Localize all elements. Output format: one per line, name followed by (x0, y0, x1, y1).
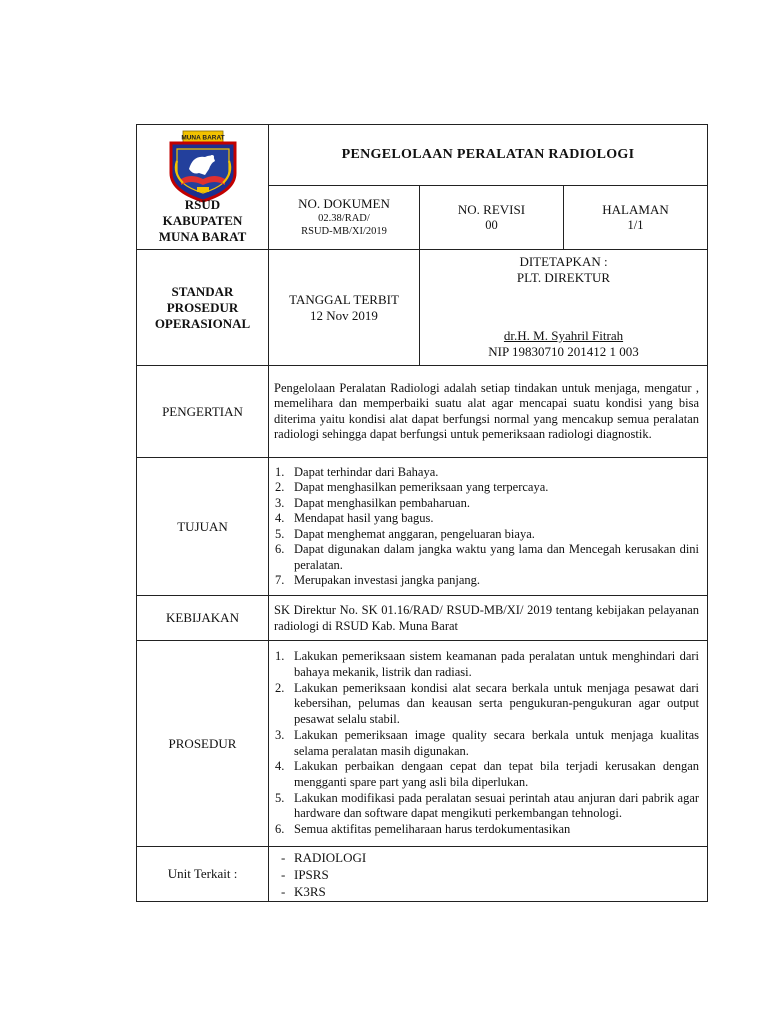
no-revisi-cell (420, 185, 564, 249)
no-revisi-value: 00 (485, 218, 498, 233)
prosedur-cell (269, 641, 708, 847)
institution-cell (137, 125, 269, 250)
list-item: 1. Lakukan pemeriksaan sistem keamanan pada peralatan untuk menghindari dari bahaya mekanik, listrik dan radiasi. (275, 649, 700, 679)
jabatan: PLT. DIREKTUR (516, 270, 611, 285)
signatory-nip: NIP 19830710 201412 1 003 (488, 344, 639, 359)
kebijakan-text: SK Direktur No. SK 01.16/RAD/ RSUD-MB/XI/ 2019 tentang kebijakan pelayanan radiologi di RSUD Kab. Muna Barat (269, 596, 708, 641)
sop-label-cell (137, 250, 269, 366)
list-item: 5. Dapat menghemat anggaran, pengeluaran biaya. (275, 526, 535, 541)
document-title: PENGELOLAAN PERALATAN RADIOLOGI (269, 125, 708, 186)
halaman-value: 1/1 (627, 218, 644, 233)
tujuan-cell (269, 458, 708, 596)
list-item: - IPSRS (281, 866, 329, 882)
muna-barat-logo (163, 129, 243, 203)
list-item: 5. Lakukan modifikasi pada peralatan sesuai perintah atau anjuran dari pabrik agar hardware dan software dapat mengikuti perkembangan tehnologi. (275, 790, 700, 821)
kebijakan-label: KEBIJAKAN (137, 596, 269, 641)
unit-terkait-list (269, 849, 707, 900)
ditetapkan-label: DITETAPKAN : (519, 254, 608, 269)
list-item: 2. Lakukan pemeriksaan kondisi alat secara berkala untuk menjaga pesawat dari kebersihan, pelumas dan keausan serta pengukuran-pengukuran agar output pesawat selalu stabil. (275, 680, 700, 727)
signatory-name: dr.H. M. Syahril Fitrah (503, 328, 624, 343)
list-item: 6. Dapat digunakan dalam jangka waktu yang lama dan Mencegah kerusakan dini peralatan. (275, 542, 700, 572)
tanggal-terbit-label: TANGGAL TERBIT (289, 291, 399, 307)
halaman-label: HALAMAN (602, 202, 669, 218)
list-item: 7. Merupakan investasi jangka panjang. (275, 573, 481, 587)
prosedur-label: PROSEDUR (137, 641, 269, 847)
list-item: 3. Lakukan pemeriksaan image quality secara berkala untuk menjaga kualitas selama peralatan masih digunakan. (275, 727, 700, 758)
unit-terkait-label: Unit Terkait : (137, 847, 269, 902)
list-item: 6. Semua aktifitas pemeliharaan harus terdokumentasikan (275, 822, 571, 837)
no-dokumen-cell (269, 185, 420, 249)
sop-label-line: OPERASIONAL (154, 315, 251, 331)
sop-label-line: STANDAR (171, 283, 234, 299)
institution-line: KABUPATEN (162, 213, 243, 228)
no-dokumen-label: NO. DOKUMEN (298, 196, 390, 212)
tanggal-terbit-cell (269, 250, 420, 366)
halaman-cell (564, 185, 708, 249)
institution-line: MUNA BARAT (158, 229, 247, 244)
list-item: 1. Dapat terhindar dari Bahaya. (275, 464, 439, 479)
list-item: 4. Mendapat hasil yang bagus. (275, 511, 434, 525)
list-item: - K3RS (281, 883, 326, 899)
tujuan-label: TUJUAN (137, 458, 269, 596)
sop-label-line: PROSEDUR (166, 299, 239, 315)
list-item: 3. Dapat menghasilkan pembaharuan. (275, 495, 470, 510)
prosedur-list (269, 649, 707, 837)
list-item: - RADIOLOGI (281, 849, 367, 865)
list-item: 4. Lakukan perbaikan dengaan cepat dan tepat bila terjadi kerusakan dengan mengganti spare part yang asli bila diperlukan. (275, 759, 700, 789)
logo-lettering: MUNA BARAT (180, 134, 225, 142)
pengertian-text: Pengelolaan Peralatan Radiologi adalah setiap tindakan untuk menjaga, mengatur , memelihara dan memperbaiki suatu alat agar mencapai suatu kondisi yang bisa diterima yaitu kondisi alat dapat berfungsi normal yang mencakup semua peralatan radiologi sehingga dapat berfungsi untuk pemeriksaan radiologi diagnostik. (269, 366, 708, 458)
no-dokumen-line: RSUD-MB/XI/2019 (301, 226, 387, 238)
unit-terkait-cell (269, 847, 708, 902)
list-item: 2. Dapat menghasilkan pemeriksaan yang terpercaya. (275, 480, 549, 494)
institution-line: RSUD (184, 197, 221, 212)
no-dokumen-line: 02.38/RAD/ (318, 213, 370, 225)
sop-table (136, 124, 708, 902)
penetapan-cell (420, 250, 708, 366)
tanggal-terbit-value: 12 Nov 2019 (310, 307, 378, 323)
pengertian-label: PENGERTIAN (137, 366, 269, 458)
no-revisi-label: NO. REVISI (457, 202, 526, 218)
tujuan-list (269, 465, 707, 589)
